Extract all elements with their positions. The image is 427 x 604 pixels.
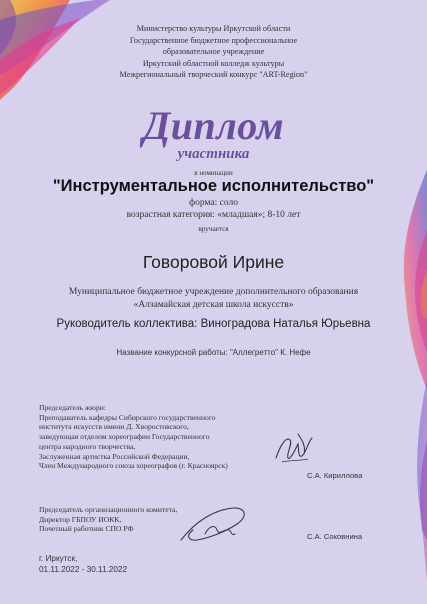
committee-line: Директор ГБПОУ ИОКК, <box>39 514 122 524</box>
awarded-label: вручается <box>198 225 229 233</box>
leader-line: Руководитель коллектива: Виноградова Наталья Юрьевна <box>56 318 371 330</box>
institution-block <box>0 286 427 311</box>
performance-form: форма: соло <box>188 198 239 208</box>
jury-signature-icon <box>268 428 320 468</box>
recipient-name: Говоровой Ирине <box>142 252 285 272</box>
place-and-dates <box>39 553 127 575</box>
jury-line: института искусств имени Д. Хворостовского, <box>39 422 189 432</box>
diploma-subtitle: участника <box>177 146 250 162</box>
organizer-line: Государственное бюджетное профессиональное <box>129 35 298 45</box>
jury-line: Заслуженная артистка Российской Федерации, <box>39 451 190 461</box>
jury-line: заведующая отделом хореографии Государственного <box>39 432 210 442</box>
committee-line: Председатель организационного комитета, <box>39 505 178 514</box>
committee-chair-block <box>39 505 177 534</box>
jury-line: Член Международного союза хореографов (г. Красноярск) <box>39 461 228 471</box>
organizer-line: образовательное учреждение <box>162 47 265 57</box>
organizer-line: Министерство культуры Иркутской области <box>136 24 291 33</box>
jury-line: Председатель жюри: <box>39 403 106 412</box>
diploma-title: Диплом <box>142 103 285 148</box>
nomination-title: "Инструментальное исполнительство" <box>52 177 375 195</box>
jury-line: Преподаватель кафедры Сибирского государственного <box>39 412 216 422</box>
dates-line: 01.11.2022 - 30.11.2022 <box>39 565 128 574</box>
institution-line: «Алзамайская детская школа искусств» <box>133 299 294 310</box>
committee-signature-icon <box>175 500 255 552</box>
work-title: Название конкурсной работы: "Аллегретто" К. Нефе <box>116 348 311 357</box>
nomination-label: в номинации <box>194 169 233 177</box>
age-category: возрастная категория: «младшая»; 8-10 лет <box>126 210 301 220</box>
institution-line: Муниципальное бюджетное учреждение дополнительного образования <box>68 287 359 297</box>
committee-signature-name: С.А. Соковнина <box>307 532 363 541</box>
jury-signature-name: С.А. Кириллова <box>307 471 363 480</box>
jury-line: центра народного творчества, <box>39 441 136 451</box>
organizer-block <box>0 23 427 81</box>
committee-line: Почетный работник СПО РФ <box>39 524 134 534</box>
city-line: г. Иркутск, <box>39 554 78 563</box>
jury-chair-block <box>39 403 228 471</box>
organizer-line: Межрегиональный творческий конкурс "ART-Region" <box>119 70 308 80</box>
organizer-line: Иркутский областной колледж культуры <box>142 58 285 68</box>
